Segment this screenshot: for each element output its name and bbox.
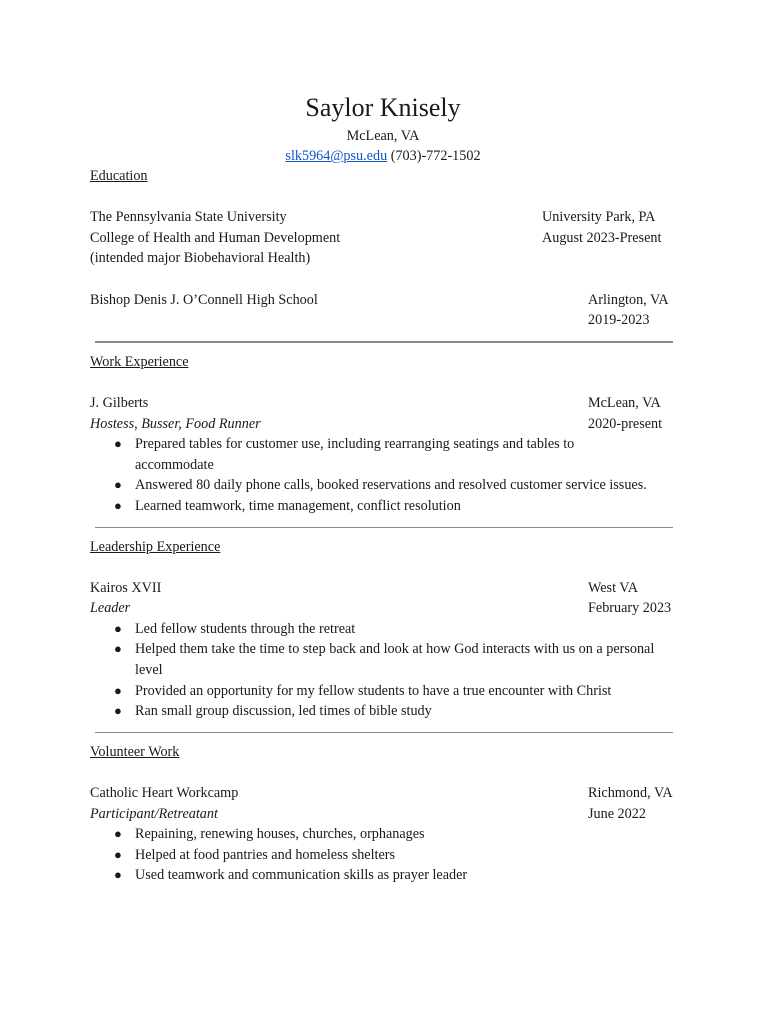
leadership-dates: February 2023 <box>588 600 672 617</box>
section-title-education: Education <box>90 168 148 184</box>
volunteer-role: Participant/Retreatant <box>90 805 218 822</box>
volunteer-location: Richmond, VA <box>588 785 673 802</box>
leadership-role-row <box>90 598 676 619</box>
resume-page <box>90 93 676 886</box>
section-title-volunteer: Volunteer Work <box>90 743 180 760</box>
bullet-icon: ● <box>114 477 122 493</box>
bullet-icon: ● <box>114 620 122 636</box>
high-school-location: Arlington, VA <box>588 291 669 308</box>
list-item: ● Ran small group discussion, led times of bible study <box>114 701 655 722</box>
list-item: ● Provided an opportunity for my fellow students to have a true encounter with Christ <box>114 681 655 702</box>
volunteer-org-row <box>90 783 676 804</box>
person-name: Saylor Knisely <box>305 93 461 122</box>
volunteer-bullets <box>90 824 676 886</box>
list-item: ● Learned teamwork, time management, conflict resolution <box>114 496 655 517</box>
leadership-location: West VA <box>588 579 638 596</box>
work-bullets <box>90 434 676 516</box>
email-link[interactable]: slk5964@psu.edu <box>285 148 388 164</box>
high-school-dates-row <box>90 310 676 331</box>
bullet-icon: ● <box>114 826 122 842</box>
list-item: ● Helped them take the time to step back and look at how God interacts with us on a personal level <box>114 641 655 679</box>
work-role-row <box>90 414 676 435</box>
list-item: ● Led fellow students through the retreat <box>114 619 655 640</box>
bullet-icon: ● <box>114 497 122 513</box>
phone-number: (703)-772-1502 <box>390 148 481 164</box>
high-school-dates: 2019-2023 <box>588 312 650 329</box>
college-row <box>90 228 676 249</box>
work-org: J. Gilberts <box>90 394 149 411</box>
major-row <box>90 248 676 269</box>
volunteer-dates: June 2022 <box>588 805 646 822</box>
leadership-bullets <box>90 619 676 722</box>
leadership-org-row <box>90 578 676 599</box>
divider <box>95 341 673 343</box>
high-school-row <box>90 290 676 311</box>
college-name: College of Health and Human Development <box>90 229 341 246</box>
divider <box>95 732 673 733</box>
list-item: ● Repaining, renewing houses, churches, orphanages <box>114 824 655 845</box>
contact-line <box>90 146 676 166</box>
high-school-name: Bishop Denis J. O’Connell High School <box>90 291 318 308</box>
section-title-work: Work Experience <box>90 353 189 370</box>
section-title-leadership: Leadership Experience <box>90 538 221 555</box>
work-org-row <box>90 393 676 414</box>
bullet-icon: ● <box>114 436 122 452</box>
location-text: McLean, VA <box>346 128 420 144</box>
bullet-icon: ● <box>114 703 122 719</box>
work-role: Hostess, Busser, Food Runner <box>90 415 261 432</box>
list-item: ● Prepared tables for customer use, including rearranging seatings and tables to accommodate <box>114 436 575 473</box>
list-item: ● Helped at food pantries and homeless shelters <box>114 845 655 866</box>
university-row <box>90 207 676 228</box>
resume-header <box>90 93 676 166</box>
university-location: University Park, PA <box>542 209 656 226</box>
university-dates: August 2023-Present <box>542 229 662 246</box>
divider <box>95 527 673 528</box>
leadership-role: Leader <box>90 600 131 617</box>
list-item: ● Answered 80 daily phone calls, booked reservations and resolved customer service issues. <box>114 475 655 496</box>
list-item: ● Used teamwork and communication skills as prayer leader <box>114 865 655 886</box>
work-location: McLean, VA <box>588 394 661 411</box>
leadership-org: Kairos XVII <box>90 579 162 596</box>
bullet-icon: ● <box>114 846 122 862</box>
work-dates: 2020-present <box>588 415 663 432</box>
volunteer-org: Catholic Heart Workcamp <box>90 785 239 802</box>
volunteer-role-row <box>90 804 676 825</box>
bullet-icon: ● <box>114 867 122 883</box>
bullet-icon: ● <box>114 682 122 698</box>
intended-major: (intended major Biobehavioral Health) <box>90 250 311 267</box>
bullet-icon: ● <box>114 641 122 657</box>
university-name: The Pennsylvania State University <box>90 209 287 226</box>
